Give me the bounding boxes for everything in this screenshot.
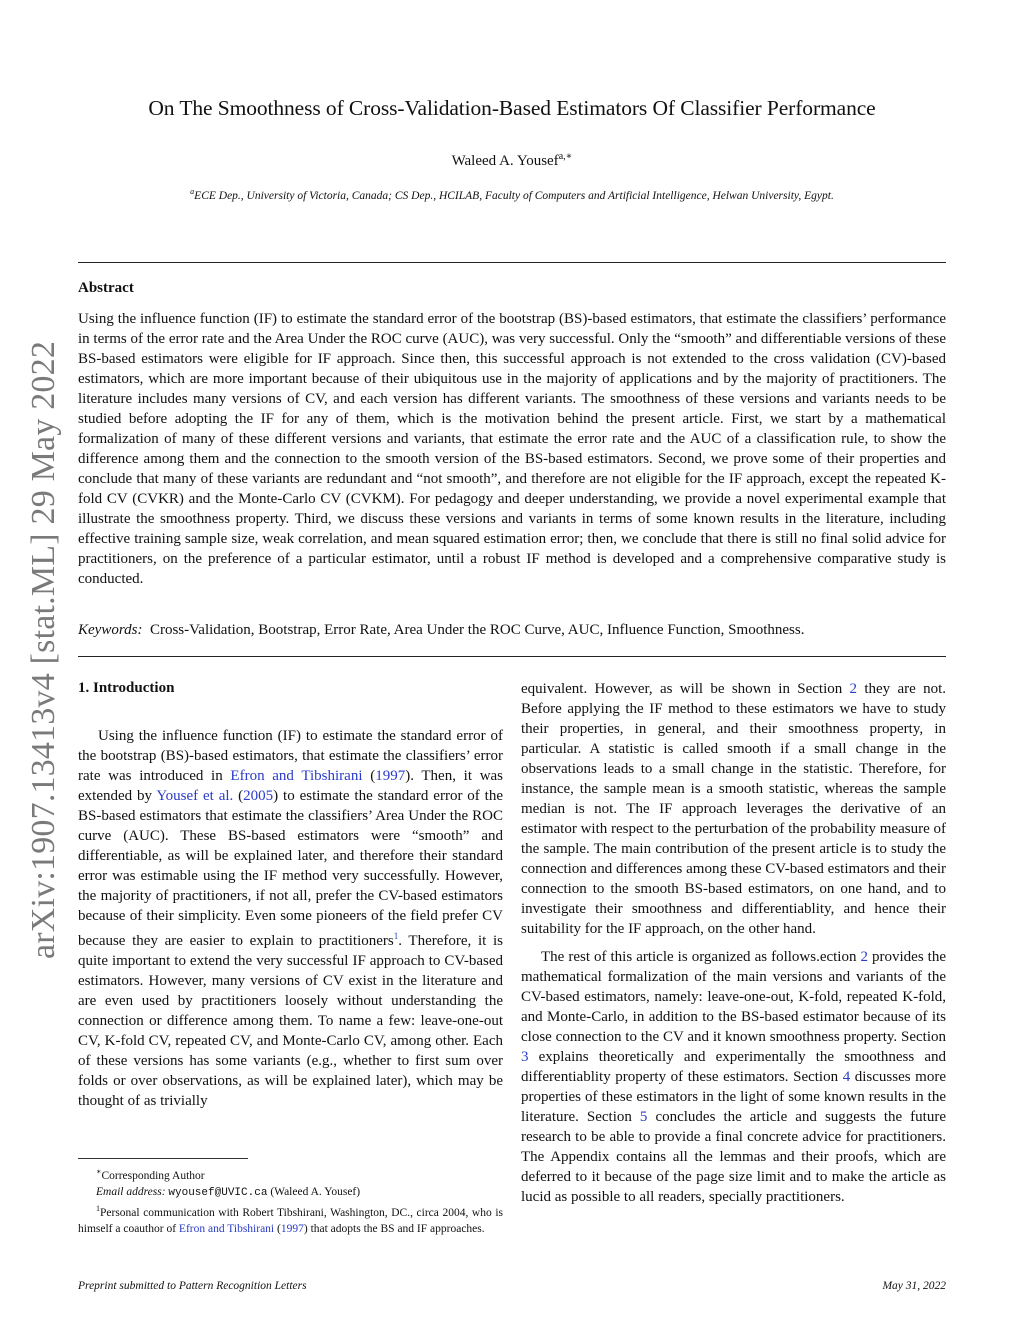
intro-paragraph-1: Using the influence function (IF) to estimate the standard error of the bootstrap (BS)-based estimators, that estimate the classifiers’ error rate was introduced in Efron and Tibshirani (1997). Then, it was extended by Yousef et al. (2005) to estimate the standard error of the BS-based estimators that estimate the classifiers’ Area Under the ROC curve (AUC). These BS-based estimators were “smooth” and differentiable, as will be explained later, and therefore their standard error was estimable using the IF method very successfully. However, the majority of practitioners, if not all, prefer the CV-based estimators because of their simplicity. Even some pioneers of the field prefer CV because they are easier to explain to practitioners$^1$. Therefore, it is quite important to extend the very successful IF approach to CV-based estimators. However, many versions of CV exist in the literature and are even used by practitioners loosely without understanding the connection or difference among them. To name a few: leave-one-out CV, K-fold CV, repeated CV, and Monte-Carlo CV, among other. Each of these versions has some variants (e.g., whether to first sum over folds or over observations, as will be explained later), which may be thought of as trivially [78, 728, 504, 1109]
footer-preprint: Preprint submitted to Pattern Recognition Letters [78, 1280, 307, 1292]
email-address[interactable]: wyousef@UVIC.ca [168, 1187, 268, 1199]
section-ref-4[interactable]: 4 [842, 1069, 851, 1085]
intro-paragraph-1-continued [521, 679, 946, 939]
affiliation-text: ECE Dep., University of Victoria, Canada; CS Dep., HCILAB, Faculty of Computers and Artificial Intelligence, Helwan University, Egypt. [194, 190, 834, 202]
text-run: Using the influence function (IF) to estimate the standard error of the bootstrap (BS)-based estimators, that estimate the classifiers’ error rate was introduced in [78, 728, 503, 784]
keywords [78, 622, 946, 639]
email-owner: (Waleed A. Yousef) [270, 1186, 361, 1198]
citation-yousef[interactable]: Yousef et al. [156, 788, 234, 804]
citation-year-1997[interactable]: 1997 [375, 768, 406, 784]
footer-date: May 31, 2022 [882, 1280, 946, 1292]
email-label: Email address: [96, 1186, 166, 1198]
text-run: concludes the article and suggests the future research to be able to provide a final concrete advice for practitioners. The Appendix contains all the lemmas and their proofs, which are deferred to it because of the page size limit and to make the article as lucid as possible to all readers, specially practitioners. [521, 1109, 946, 1205]
top-rule [78, 262, 946, 263]
text-run: provides the mathematical formalization of the main versions and variants of the CV-based estimators, namely: leave-one-out, K-fold, repeated K-fold, and Monte-Carlo, in addition to the BS-based estimator because of its close connection to the CV and it known smoothness property. Section [521, 949, 946, 1045]
author-line [0, 151, 1024, 170]
text-run: . Therefore, it is quite important to extend the very successful IF approach to CV-based estimators. However, many versions of CV exist in the literature and are even used by practitioners loosely without understanding the connection or difference among them. To name a few: leave-one-out CV, K-fold CV, repeated CV, and Monte-Carlo CV, among other. Each of these versions has some variants (e.g., whether to first sum over folds or over observations, as will be explained later), which may be thought of as trivially [78, 933, 503, 1109]
author-name: Waleed A. Yousef [451, 153, 559, 169]
citation-efron-tibshirani[interactable]: Efron and Tibshirani [230, 768, 363, 784]
footnote-citation-year[interactable]: 1997 [280, 1223, 304, 1235]
abstract-body: Using the influence function (IF) to estimate the standard error of the bootstrap (BS)-based estimators, that estimate the classifiers’ performance in terms of the error rate and the Area Under the ROC curve (AUC), was very successful. Only the “smooth” and differentiable versions of these BS-based estimators were eligible for IF approach. Since then, this successful approach is not extended to the cross validation (CV)-based estimators, which are more important because of their ubiquitous use in the majority of applications and by the majority of practitioners. The literature includes many versions of CV, and each version has different variants. The smoothness of these versions and variants needs to be studied before adopting the IF for any of them, which is the motivation behind the present article. First, we start by a mathematical formalization of many of these different versions and variants, that estimate the error rate and the AUC of a classification rule, to show the difference among them and the connection to the smooth version of the BS-based estimators. Second, we prove some of their properties and conclude that many of these variants are redundant and “not smooth”, and therefore are not eligible for the IF approach, except the repeated K-fold CV (CVKR) and the Monte-Carlo CV (CVKM). For pedagogy and deeper understanding, we provide a novel experimental example that illustrate the smoothness property. Third, we discuss these versions and variants in terms of some known results in the literature, including effective training sample size, weak correlation, and mean squared estimation error; then, we conclude that there is still no final solid advice for practitioners, on the preference of a particular estimator, until a robust IF method is developed and a comprehensive comparative study is conducted. [78, 311, 946, 587]
keywords-list: Cross-Validation, Bootstrap, Error Rate, Area Under the ROC Curve, AUC, Influence Function, Smoothness. [149, 622, 805, 638]
text-run: Corresponding Author [101, 1170, 205, 1182]
text-run: that adopts the BS and IF approaches. [307, 1223, 485, 1235]
section-heading-introduction: 1. Introduction [78, 680, 175, 696]
abstract-heading: Abstract [78, 280, 134, 296]
arxiv-id: arXiv:1907.13413v4 [stat.ML] 29 May 2022 [25, 340, 62, 960]
text-run: The rest of this article is organized as follows.ection [541, 949, 861, 965]
section-ref-2[interactable]: 2 [849, 681, 858, 697]
footnote-1-marker[interactable]: 1 [393, 931, 399, 941]
footnote-email [78, 1184, 503, 1201]
citation-year-2005[interactable]: 2005 [243, 788, 274, 804]
mid-rule [78, 656, 946, 657]
footnote-corresponding [78, 1164, 503, 1184]
right-column [521, 679, 946, 1207]
affiliation [0, 187, 1024, 202]
footnote-rule [78, 1158, 248, 1159]
text-run: discusses more properties of these estimators in the light of some known results in the literature. Section [521, 1069, 946, 1125]
text-run: Then, it was extended by [78, 768, 504, 804]
text-run: they are not. Before applying the IF method to these estimators we have to study their properties, in general, and their smoothness property, in particular. A statistic is called smooth if a small change in the observations leads to a small change in the statistic. Therefore, for instance, the sample mean is a smooth statistic, whereas the sample median is not. The IF approach leverages the derivative of an estimator with respect to the perturbation of the probability measure of the sample. The main contribution of the present article is to study the connection and differences among these CV-based estimators and their connection to the smooth BS-based estimators, on one hand, and to investigate their smoothness and differentiablity, and hence their suitability for the IF approach, on the other hand. [521, 681, 946, 937]
affiliation-mark: a [190, 187, 195, 196]
footnote-1: $^1$Personal communication with Robert Tibshirani, Washington, DC., circa 2004, who is himself a coauthor of Efron and Tibshirani (1997) that adopts the BS and IF approaches. [78, 1204, 503, 1235]
keywords-label: Keywords: [78, 622, 143, 638]
paper-title: On The Smoothness of Cross-Validation-Based Estimators Of Classifier Performance [148, 96, 876, 120]
text-run: to estimate the standard error of the BS-based estimators that estimate the classifiers’ Area Under the ROC curve (AUC). These BS-based estimators were “smooth” and differentiable, as will be explained later, and therefore their standard error was estimable using the IF method very successfully. However, the majority of practitioners, if not all, prefer the CV-based estimators because of their simplicity. Even some pioneers of the field prefer CV because they are easier to explain to practitioners [78, 788, 503, 949]
text-run: explains theoretically and experimentally the smoothness and differentiablity property of these estimators. Section [521, 1049, 946, 1085]
section-ref-5[interactable]: 5 [639, 1109, 648, 1125]
section-ref-3[interactable]: 3 [521, 1049, 529, 1065]
footnote-citation-efron[interactable]: Efron and Tibshirani [178, 1223, 275, 1235]
text-run: equivalent. However, as will be shown in Section [521, 681, 850, 697]
author-marks: a,∗ [558, 151, 573, 162]
footnotes [78, 1164, 503, 1237]
section-ref-2b[interactable]: 2 [860, 949, 868, 965]
left-column [78, 726, 503, 1111]
intro-paragraph-2 [521, 947, 946, 1207]
footnote-1-number: 1 [96, 1204, 100, 1213]
footnote-star: ∗ [96, 1167, 102, 1176]
text-run: Personal communication with Robert Tibshirani, Washington, DC., circa 2004, who is himself a coauthor of [78, 1207, 503, 1235]
